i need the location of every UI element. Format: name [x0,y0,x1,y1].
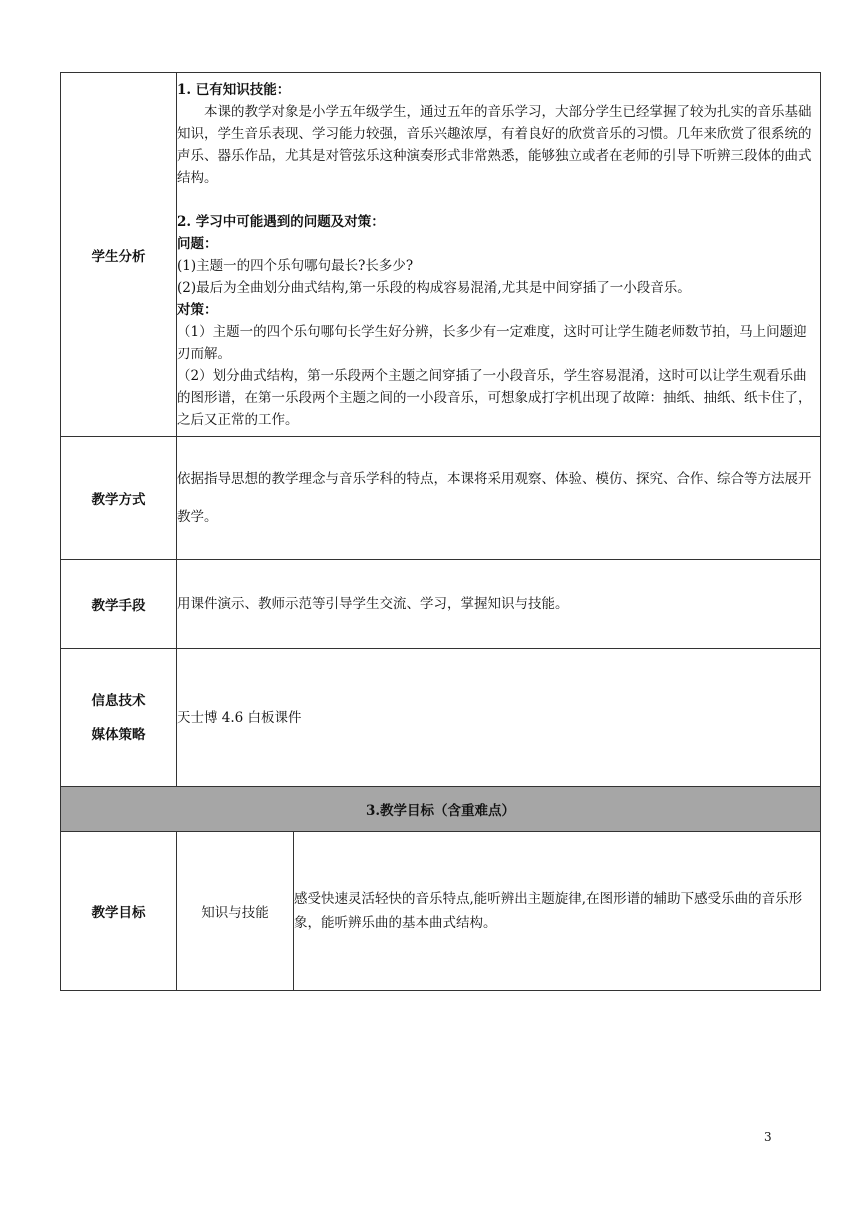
teaching-means-row [61,560,821,649]
teaching-method-text: 依据指导思想的教学理念与音乐学科的特点，本课将采用观察、体验、模仿、探究、合作、综合等方法展开教学。 [177,437,821,560]
page-number: 3 [764,1130,772,1144]
teaching-method-row [61,437,821,560]
teaching-means-text: 用课件演示、教师示范等引导学生交流、学习，掌握知识与技能。 [177,560,821,649]
problems-label: 问题： [177,235,218,252]
teaching-goals-label: 教学目标 [61,832,177,991]
lesson-plan-table [60,72,821,991]
teaching-means-label: 教学手段 [61,560,177,649]
it-media-text: 天士博 4.6 白板课件 [177,649,821,787]
teaching-goals-row [61,832,821,991]
solutions-label: 对策： [177,301,218,318]
knowledge-skills-label: 知识与技能 [177,832,294,991]
problems-heading: 2. 学习中可能遇到的问题及对策： [177,213,385,230]
solution-item: （1）主题一的四个乐句哪句长学生好分辨，长多少有一定难度，这时可让学生随老师数节拍，马上问题迎刃而解。 [177,323,807,362]
student-analysis-row [61,73,821,437]
student-analysis-label: 学生分析 [61,73,177,437]
teaching-method-label: 教学方式 [61,437,177,560]
it-media-row [61,649,821,787]
problem-item: (1)主题一的四个乐句哪句最长?长多少? [177,257,414,274]
student-analysis-content [177,73,821,437]
problem-item: (2)最后为全曲划分曲式结构,第一乐段的构成容易混淆,尤其是中间穿插了一小段音乐。 [177,279,691,296]
prior-knowledge-paragraph: 本课的教学对象是小学五年级学生，通过五年的音乐学习，大部分学生已经掌握了较为扎实的音乐基础知识，学生音乐表现、学习能力较强，音乐兴趣浓厚，有着良好的欣赏音乐的习惯。几年来欣赏了很系统的声乐、器乐作品，尤其是对管弦乐这种演奏形式非常熟悉，能够独立或者在老师的引导下听辨三段体的曲式结构。 [177,103,812,186]
section-header-row [61,787,821,832]
section-header: 3.教学目标（含重难点） [61,787,821,832]
it-media-label-line1: 信息技术 [91,692,146,709]
prior-knowledge-heading: 1. 已有知识技能： [177,81,291,98]
solution-item: （2）划分曲式结构，第一乐段两个主题之间穿插了一小段音乐，学生容易混淆，这时可以让学生观看乐曲的图形谱，在第一乐段两个主题之间的一小段音乐，可想象成打字机出现了故障：抽纸、抽纸、纸卡住了，之后又正常的工作。 [177,367,812,428]
knowledge-skills-text: 感受快速灵活轻快的音乐特点,能听辨出主题旋律,在图形谱的辅助下感受乐曲的音乐形象，能听辨乐曲的基本曲式结构。 [294,832,821,991]
it-media-label-line2: 媒体策略 [91,726,146,743]
it-media-label [61,649,177,787]
